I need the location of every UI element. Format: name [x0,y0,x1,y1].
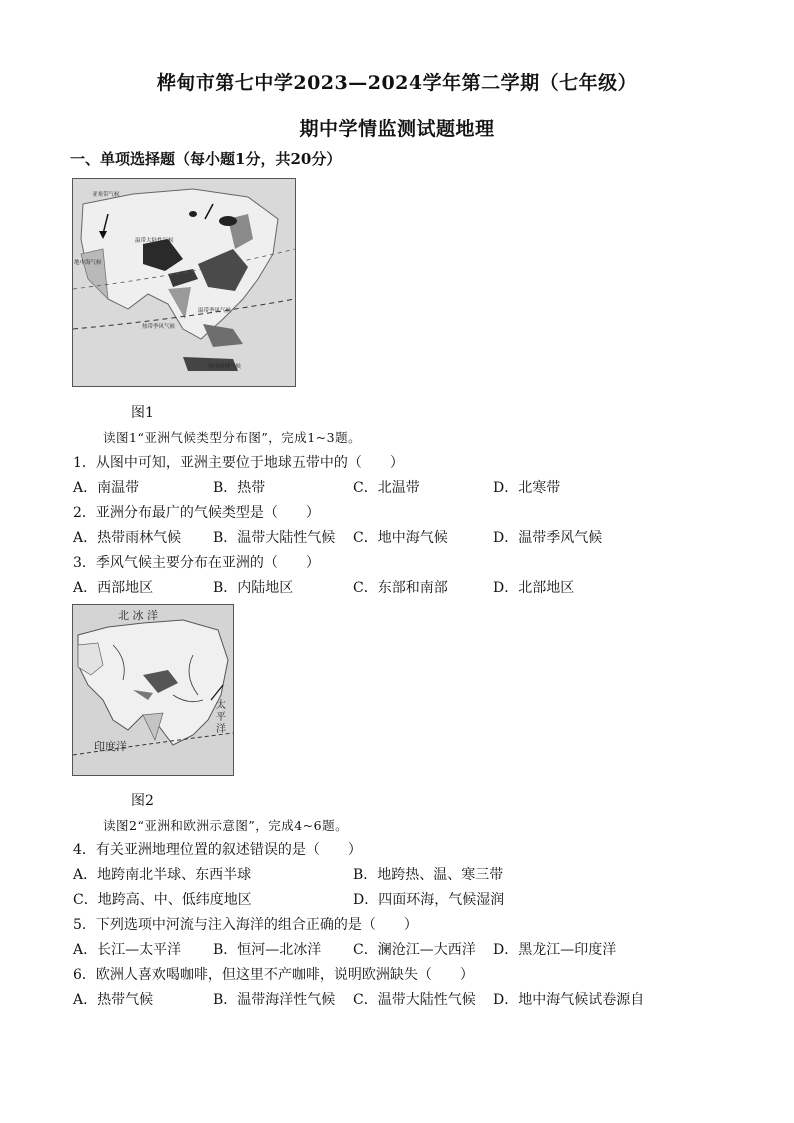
map2-label-indian-ocean: 印度洋 [94,740,127,753]
question-6-option-d[interactable]: D．地中海气候试卷源自 [493,992,645,1008]
question-4-stem: 4．有关亚洲地理位置的叙述错误的是（ ） [73,842,362,858]
question-1-option-a[interactable]: A．南温带 [73,480,140,496]
question-2-option-c[interactable]: C．地中海气候 [353,530,448,546]
question-5-option-a[interactable]: A．长江—太平洋 [73,942,182,958]
map2-label-pacific-ocean: 太 平 洋 [216,700,226,735]
question-4-option-a[interactable]: A．地跨南北半球、东西半球 [73,867,252,883]
question-1-option-b[interactable]: B．热带 [213,480,266,496]
question-1-stem: 1．从图中可知，亚洲主要位于地球五带中的（ ） [73,455,404,471]
map1-label-continental: 温带大陆性气候 [135,238,174,244]
map1-label-mediterranean: 地中海气候 [74,260,102,266]
question-5-option-d[interactable]: D．黑龙江—印度洋 [493,942,617,958]
figure1-caption: 图1 [131,405,154,421]
question-2-option-d[interactable]: D．温带季风气候 [493,530,603,546]
question-5-option-b[interactable]: B．恒河—北冰洋 [213,942,322,958]
map1-label-subarctic: 亚寒带气候 [92,192,120,198]
map1-label-tropical-monsoon: 热带季风气候 [142,324,176,330]
question-5-option-c[interactable]: C．澜沧江—大西洋 [353,942,476,958]
question-6-option-c[interactable]: C．温带大陆性气候 [353,992,476,1008]
question-2-option-a[interactable]: A．热带雨林气候 [73,530,182,546]
question-3-stem: 3．季风气候主要分布在亚洲的（ ） [73,555,320,571]
question-6-stem: 6．欧洲人喜欢喝咖啡，但这里不产咖啡，说明欧洲缺失（ ） [73,967,474,983]
figure1-note: 读图1“亚洲气候类型分布图”，完成1~3题。 [103,430,362,445]
question-6-option-a[interactable]: A．热带气候 [73,992,154,1008]
question-3-option-d[interactable]: D．北部地区 [493,580,575,596]
question-3-option-a[interactable]: A．西部地区 [73,580,154,596]
question-1-option-d[interactable]: D．北寒带 [493,480,561,496]
question-4-option-c[interactable]: C．地跨高、中、低纬度地区 [73,892,252,908]
question-2-option-b[interactable]: B．温带大陆性气候 [213,530,336,546]
question-6-option-b[interactable]: B．温带海洋性气候 [213,992,336,1008]
exam-title-line1: 桦甸市第七中学2023—2024学年第二学期（七年级） [156,72,638,94]
section-heading: 一、单项选择题（每小题1分，共20分） [70,150,342,168]
question-1-option-c[interactable]: C．北温带 [353,480,420,496]
question-5-stem: 5．下列选项中河流与注入海洋的组合正确的是（ ） [73,917,418,933]
question-3-option-b[interactable]: B．内陆地区 [213,580,294,596]
exam-title-line2: 期中学情监测试题地理 [299,118,495,140]
map1-label-rainforest: 热带雨林气候 [208,364,242,370]
question-4-option-d[interactable]: D．四面环海，气候湿润 [353,892,505,908]
map1-label-temperate-monsoon: 温带季风气候 [198,308,232,314]
question-2-stem: 2．亚洲分布最广的气候类型是（ ） [73,505,320,521]
question-4-option-b[interactable]: B．地跨热、温、寒三带 [353,867,504,883]
question-3-option-c[interactable]: C．东部和南部 [353,580,448,596]
map2-label-arctic-ocean: 北 冰 洋 [118,609,158,622]
figure2-note: 读图2“亚洲和欧洲示意图”，完成4~6题。 [103,818,349,833]
figure2-caption: 图2 [131,793,154,809]
asia-climate-map [72,178,296,387]
